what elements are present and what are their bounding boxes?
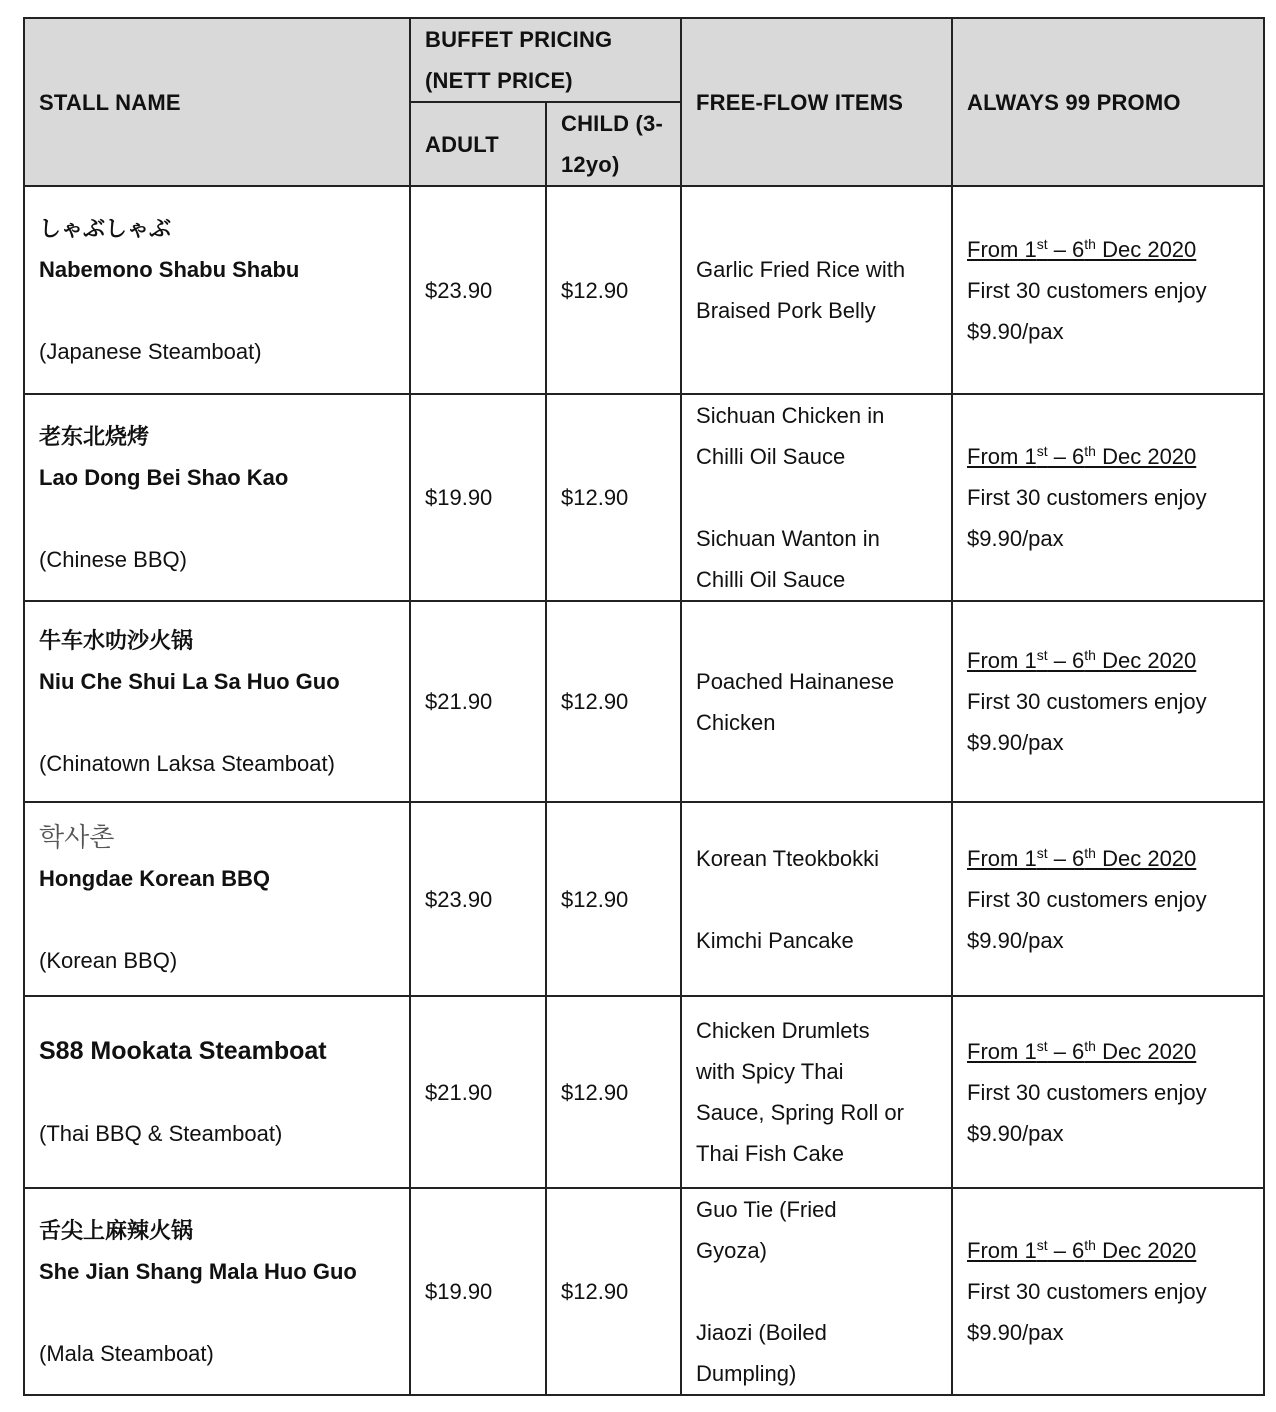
stall-name-cell [24, 996, 410, 1188]
table-row [24, 1188, 1264, 1395]
table-row [24, 802, 1264, 996]
table-row [24, 394, 1264, 601]
free-flow-item: Guo Tie (Fried [696, 1197, 837, 1222]
free-flow-item: Sauce, Spring Roll or [696, 1100, 904, 1125]
header-free-flow-items: FREE-FLOW ITEMS [681, 18, 952, 186]
table-row [24, 601, 1264, 802]
stall-english-name: Niu Che Shui La Sa Huo Guo [39, 668, 340, 694]
header-buffet-pricing: BUFFET PRICING (NETT PRICE) [410, 18, 681, 102]
promo-text: First 30 customers enjoy [967, 886, 1207, 912]
table-header [24, 18, 1264, 186]
promo-price: $9.90/pax [967, 526, 1064, 551]
free-flow-cell [681, 1188, 952, 1395]
stall-english-name: Lao Dong Bei Shao Kao [39, 464, 289, 490]
stall-cuisine: (Korean BBQ) [39, 948, 178, 973]
adult-price: $19.90 [410, 394, 546, 601]
header-child: CHILD (3-12yo) [546, 102, 681, 186]
free-flow-item: Chilli Oil Sauce [696, 567, 846, 592]
header-stall-name: STALL NAME [24, 18, 410, 186]
header-adult: ADULT [410, 102, 546, 186]
free-flow-item: Chicken [696, 709, 776, 735]
child-price: $12.90 [546, 601, 681, 802]
promo-dates: From 1st – 6th Dec 2020 [967, 647, 1197, 673]
stall-cuisine: (Mala Steamboat) [39, 1340, 214, 1366]
stall-cuisine: (Japanese Steamboat) [39, 339, 262, 364]
free-flow-cell [681, 802, 952, 996]
promo-cell [952, 394, 1264, 601]
promo-cell [952, 802, 1264, 996]
free-flow-cell [681, 996, 952, 1188]
header-always-99-promo: ALWAYS 99 PROMO [952, 18, 1264, 186]
free-flow-cell [681, 186, 952, 394]
stall-name-cell [24, 601, 410, 802]
free-flow-item: Braised Pork Belly [696, 298, 876, 323]
free-flow-item: Gyoza) [696, 1238, 767, 1263]
stall-name-cell [24, 394, 410, 601]
promo-cell [952, 601, 1264, 802]
promo-text: First 30 customers enjoy [967, 1079, 1207, 1105]
promo-text: First 30 customers enjoy [967, 485, 1207, 510]
stall-english-name: Nabemono Shabu Shabu [39, 257, 300, 282]
stall-name-cell [24, 802, 410, 996]
child-price: $12.90 [546, 186, 681, 394]
free-flow-item: Garlic Fried Rice with [696, 257, 906, 282]
table-row [24, 186, 1264, 394]
promo-cell [952, 1188, 1264, 1395]
promo-price: $9.90/pax [967, 1120, 1064, 1146]
table-row [24, 996, 1264, 1188]
promo-dates: From 1st – 6th Dec 2020 [967, 1237, 1197, 1263]
free-flow-item: Kimchi Pancake [696, 927, 854, 953]
free-flow-item: Chicken Drumlets [696, 1018, 870, 1043]
adult-price: $19.90 [410, 1188, 546, 1395]
stall-cuisine: (Thai BBQ & Steamboat) [39, 1120, 283, 1146]
free-flow-item: Sichuan Chicken in [696, 403, 885, 428]
promo-text: First 30 customers enjoy [967, 1279, 1207, 1304]
stall-english-name: Hongdae Korean BBQ [39, 866, 271, 891]
promo-cell [952, 996, 1264, 1188]
free-flow-item: with Spicy Thai [696, 1059, 844, 1084]
promo-dates: From 1st – 6th Dec 2020 [967, 235, 1197, 262]
adult-price: $23.90 [410, 186, 546, 394]
stall-native-name: しゃぶしゃぶ [39, 216, 172, 241]
stall-english-name: She Jian Shang Mala Huo Guo [39, 1258, 357, 1284]
stall-native-name: 牛车水叻沙火锅 [39, 627, 194, 653]
child-price: $12.90 [546, 802, 681, 996]
free-flow-cell [681, 394, 952, 601]
free-flow-item: Korean Tteokbokki [696, 845, 880, 871]
stall-name-cell [24, 1188, 410, 1395]
free-flow-item: Sichuan Wanton in [696, 526, 880, 551]
free-flow-item: Thai Fish Cake [696, 1141, 844, 1166]
free-flow-item: Chilli Oil Sauce [696, 444, 846, 469]
free-flow-item: Poached Hainanese [696, 668, 895, 694]
stall-cuisine: (Chinatown Laksa Steamboat) [39, 750, 335, 776]
promo-price: $9.90/pax [967, 1320, 1064, 1345]
stall-native-name: 舌尖上麻辣火锅 [39, 1217, 194, 1243]
child-price: $12.90 [546, 394, 681, 601]
adult-price: $21.90 [410, 996, 546, 1188]
child-price: $12.90 [546, 996, 681, 1188]
promo-dates: From 1st – 6th Dec 2020 [967, 1037, 1197, 1064]
promo-text: First 30 customers enjoy [967, 689, 1207, 714]
stall-native-name: 老东北烧烤 [39, 423, 150, 449]
promo-dates: From 1st – 6th Dec 2020 [967, 443, 1197, 469]
promo-text: First 30 customers enjoy [967, 277, 1207, 303]
stall-pricing-table [23, 17, 1265, 1396]
promo-price: $9.90/pax [967, 927, 1064, 953]
promo-dates: From 1st – 6th Dec 2020 [967, 844, 1197, 871]
child-price: $12.90 [546, 1188, 681, 1395]
free-flow-item: Dumpling) [696, 1361, 797, 1386]
stall-name-cell [24, 186, 410, 394]
promo-price: $9.90/pax [967, 730, 1064, 755]
free-flow-item: Jiaozi (Boiled [696, 1320, 827, 1345]
promo-price: $9.90/pax [967, 318, 1064, 344]
adult-price: $21.90 [410, 601, 546, 802]
stall-cuisine: (Chinese BBQ) [39, 546, 187, 572]
stall-native-name: 학사촌 [39, 822, 115, 852]
free-flow-cell [681, 601, 952, 802]
promo-cell [952, 186, 1264, 394]
stall-english-name: S88 Mookata Steamboat [39, 1036, 327, 1065]
table-body [24, 186, 1264, 1395]
adult-price: $23.90 [410, 802, 546, 996]
